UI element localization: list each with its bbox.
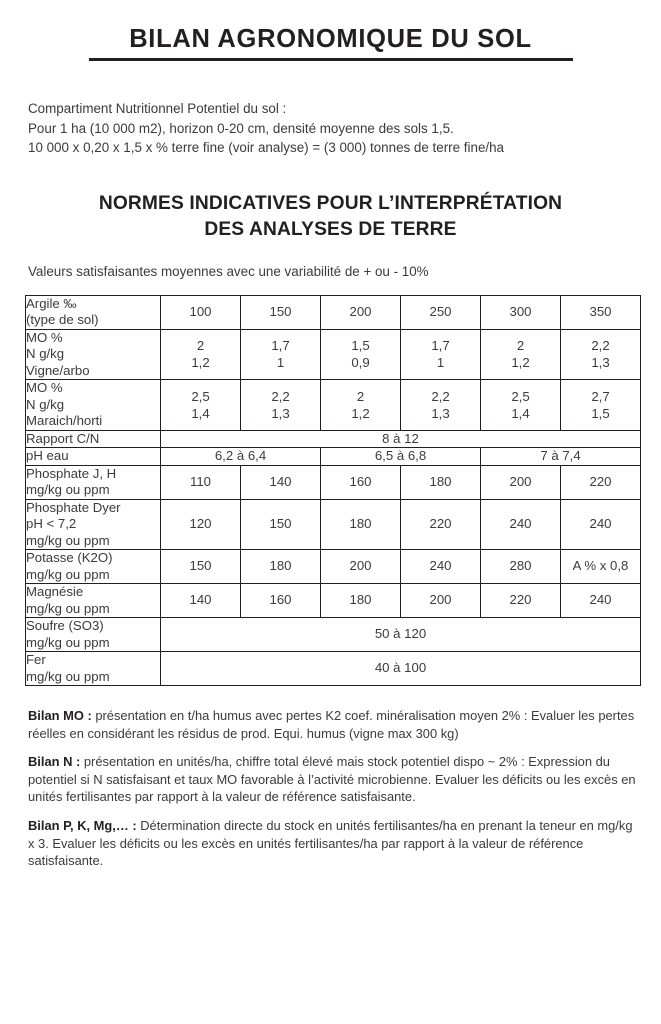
- note-paragraph: [28, 753, 642, 806]
- row-label-line: mg/kg ou ppm: [26, 668, 110, 684]
- table-cell-line: 2: [356, 388, 365, 404]
- table-cell-line: 2,5: [191, 388, 210, 404]
- note-paragraph: [28, 707, 642, 742]
- row-label-line: mg/kg ou ppm: [26, 482, 110, 498]
- table-cell: 100: [161, 295, 241, 329]
- table-cell: 280: [481, 550, 561, 584]
- table-cell-line: 1,5: [591, 405, 610, 421]
- row-label-cell: [26, 550, 161, 584]
- table-cell-line: 0,9: [351, 355, 370, 371]
- table-cell: [321, 380, 401, 431]
- table-cell: [401, 380, 481, 431]
- page-title: BILAN AGRONOMIQUE DU SOL: [129, 25, 532, 53]
- table-cell: 240: [481, 499, 561, 550]
- table-row: [26, 295, 641, 329]
- table-cell-line: 1,3: [431, 405, 450, 421]
- table-row: [26, 499, 641, 550]
- table-cell-line: 1,2: [511, 355, 530, 371]
- row-label-line: Magnésie: [26, 584, 84, 600]
- table-cell: [481, 380, 561, 431]
- section-heading: [22, 191, 639, 243]
- row-label-line: mg/kg ou ppm: [26, 634, 110, 650]
- table-cell: 150: [161, 550, 241, 584]
- table-cell: 220: [481, 584, 561, 618]
- row-label-cell: [26, 499, 161, 550]
- intro-block: [28, 99, 661, 158]
- table-cell-line: 1,4: [511, 405, 530, 421]
- table-cell: 350: [561, 295, 641, 329]
- row-label-line: MO %: [26, 329, 63, 345]
- table-cell-line: 2: [196, 338, 205, 354]
- note-lead: Bilan N :: [28, 754, 81, 770]
- table-cell-line: 1: [436, 355, 445, 371]
- table-cell: 300: [481, 295, 561, 329]
- table-cell-line: 1,3: [591, 355, 610, 371]
- table-row: [26, 430, 641, 448]
- intro-line-3: 10 000 x 0,20 x 1,5 x % terre fine (voir analyse) = (3 000) tonnes de terre fine/ha: [28, 140, 505, 156]
- table-cell-line: 1,4: [191, 405, 210, 421]
- note-text: Détermination directe du stock en unités fertilisantes/ha en prenant la teneur en mg/kg x 3. Evaluer les déficits ou les excès en unités fertilisantes/ha par rapport à la valeur de référence satisfaisante.: [28, 818, 633, 869]
- table-cell: 140: [161, 584, 241, 618]
- table-cell-line: 2,7: [591, 388, 610, 404]
- table-cell: 180: [241, 550, 321, 584]
- row-label-line: Soufre (SO3): [26, 618, 104, 634]
- intro-line-2: Pour 1 ha (10 000 m2), horizon 0-20 cm, densité moyenne des sols 1,5.: [28, 120, 454, 136]
- table-cell: 180: [321, 499, 401, 550]
- table-cell-line: 1,2: [191, 355, 210, 371]
- table-cell: 240: [561, 499, 641, 550]
- table-cell: 250: [401, 295, 481, 329]
- row-label-line: mg/kg ou ppm: [26, 600, 110, 616]
- table-cell-line: 1,7: [431, 338, 450, 354]
- table-cell: 160: [241, 584, 321, 618]
- table-cell: 220: [561, 465, 641, 499]
- table-cell: 7 à 7,4: [481, 448, 641, 466]
- norms-table-body: [26, 295, 641, 686]
- table-cell: [241, 380, 321, 431]
- table-cell: 200: [321, 550, 401, 584]
- row-label-line: Vigne/arbo: [26, 362, 90, 378]
- table-cell: 150: [241, 295, 321, 329]
- table-cell: 200: [401, 584, 481, 618]
- table-cell-line: 2,2: [591, 338, 610, 354]
- table-cell: A % x 0,8: [561, 550, 641, 584]
- table-cell-line: 1,7: [271, 338, 290, 354]
- table-cell: [481, 329, 561, 380]
- table-cell: 150: [241, 499, 321, 550]
- table-cell-line: 2,2: [431, 388, 450, 404]
- row-label-cell: [26, 465, 161, 499]
- table-cell: 50 à 120: [161, 618, 641, 652]
- table-cell: 160: [321, 465, 401, 499]
- table-cell: 240: [561, 584, 641, 618]
- table-cell: [241, 329, 321, 380]
- table-cell: 180: [321, 584, 401, 618]
- note-paragraph: [28, 817, 642, 870]
- row-label-line: mg/kg ou ppm: [26, 566, 110, 582]
- table-row: [26, 652, 641, 686]
- table-cell: 6,2 à 6,4: [161, 448, 321, 466]
- table-row: [26, 465, 641, 499]
- table-cell: 120: [161, 499, 241, 550]
- table-cell: [401, 329, 481, 380]
- note-lead: Bilan MO :: [28, 708, 92, 724]
- table-row: [26, 618, 641, 652]
- row-label-line: Fer: [26, 652, 46, 668]
- table-cell-line: 2: [516, 338, 525, 354]
- table-cell-line: 1,2: [351, 405, 370, 421]
- row-label-line: Rapport C/N: [26, 430, 100, 446]
- row-label-line: pH eau: [26, 448, 69, 464]
- norms-table-wrapper: [25, 295, 640, 687]
- table-cell: 110: [161, 465, 241, 499]
- table-row: [26, 329, 641, 380]
- section-heading-line-1: NORMES INDICATIVES POUR L’INTERPRÉTATION: [98, 192, 563, 214]
- table-cell: [561, 380, 641, 431]
- note-text: présentation en t/ha humus avec pertes K2 coef. minéralisation moyen 2% : Evaluer les pertes réelles en considérant les résidus de prod. Equi. humus (vigne max 300 kg): [28, 708, 635, 741]
- table-cell: 240: [401, 550, 481, 584]
- row-label-line: MO %: [26, 380, 63, 396]
- notes-section: [28, 707, 642, 870]
- row-label-line: Phosphate J, H: [26, 465, 117, 481]
- table-subnote: Valeurs satisfaisantes moyennes avec une variabilité de + ou - 10%: [28, 263, 429, 279]
- table-cell: [161, 380, 241, 431]
- table-cell-line: 1: [276, 355, 285, 371]
- table-cell: 140: [241, 465, 321, 499]
- table-cell: 220: [401, 499, 481, 550]
- row-label-line: (type de sol): [26, 312, 99, 328]
- row-label-line: Argile ‰: [26, 295, 77, 311]
- row-label-line: N g/kg: [26, 346, 65, 362]
- section-heading-line-2: DES ANALYSES DE TERRE: [204, 218, 457, 240]
- row-label-cell: [26, 329, 161, 380]
- table-row: [26, 584, 641, 618]
- table-row: [26, 380, 641, 431]
- table-cell: [561, 329, 641, 380]
- row-label-cell: [26, 618, 161, 652]
- row-label-line: mg/kg ou ppm: [26, 532, 110, 548]
- table-cell: 200: [321, 295, 401, 329]
- table-cell: 8 à 12: [161, 430, 641, 448]
- table-cell-line: 2,5: [511, 388, 530, 404]
- table-cell: [161, 329, 241, 380]
- row-label-line: N g/kg: [26, 396, 65, 412]
- table-row: [26, 550, 641, 584]
- table-cell: 40 à 100: [161, 652, 641, 686]
- note-text: présentation en unités/ha, chiffre total élevé mais stock potentiel dispo ~ 2% : Expression du potentiel si N satisfaisant et taux MO favorable à l’activité microbienne. Evaluer les déficits ou les excès en unités fertilisantes par rapport à la valeur de référence satisfaisante.: [28, 754, 636, 805]
- row-label-line: Phosphate Dyer: [26, 499, 121, 515]
- row-label-line: Potasse (K2O): [26, 550, 113, 566]
- row-label-cell: [26, 380, 161, 431]
- table-cell: 180: [401, 465, 481, 499]
- row-label-cell: [26, 295, 161, 329]
- table-cell-line: 1,5: [351, 338, 370, 354]
- row-label-line: Maraich/horti: [26, 413, 103, 429]
- table-row: [26, 448, 641, 466]
- row-label-line: pH < 7,2: [26, 516, 77, 532]
- table-cell-line: 1,3: [271, 405, 290, 421]
- table-cell-line: 2,2: [271, 388, 290, 404]
- table-cell: 6,5 à 6,8: [321, 448, 481, 466]
- row-label-cell: [26, 448, 161, 466]
- table-cell: 200: [481, 465, 561, 499]
- table-cell: [321, 329, 401, 380]
- row-label-cell: [26, 652, 161, 686]
- row-label-cell: [26, 430, 161, 448]
- title-underline-rule: [89, 58, 573, 61]
- note-lead: Bilan P, K, Mg,… :: [28, 818, 137, 834]
- norms-table: [25, 295, 641, 687]
- row-label-cell: [26, 584, 161, 618]
- intro-line-1: Compartiment Nutritionnel Potentiel du sol :: [28, 101, 287, 117]
